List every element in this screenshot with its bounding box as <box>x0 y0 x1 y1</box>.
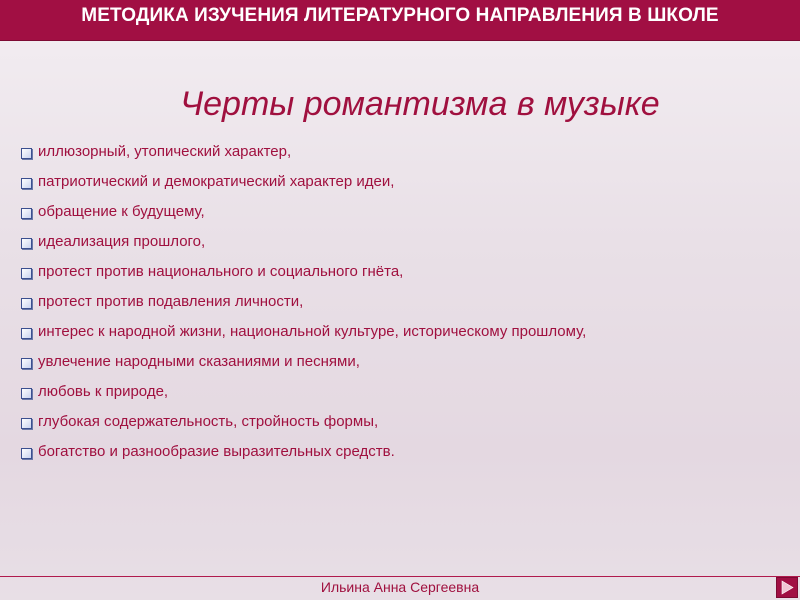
list-item-text: богатство и разнообразие выразительных средств. <box>38 443 395 460</box>
list-item-text: обращение к будущему, <box>38 203 205 220</box>
checkbox-bullet-icon <box>21 298 32 309</box>
checkbox-bullet-icon <box>21 328 32 339</box>
list-item-text: патриотический и демократический характер идеи, <box>38 173 395 190</box>
list-item <box>21 320 586 350</box>
footer-author: Ильина Анна Сергеевна <box>320 579 480 595</box>
list-item-text: идеализация прошлого, <box>38 233 206 250</box>
next-slide-button[interactable] <box>776 577 798 598</box>
header-bar <box>0 0 800 41</box>
list-item-text: интерес к народной жизни, национальной культуре, историческому прошлому, <box>38 323 587 340</box>
list-item <box>21 410 586 440</box>
checkbox-bullet-icon <box>21 178 32 189</box>
checkbox-bullet-icon <box>21 418 32 429</box>
list-item-text: протест против подавления личности, <box>38 293 304 310</box>
list-item-text: любовь к природе, <box>38 383 169 400</box>
checkbox-bullet-icon <box>21 388 32 399</box>
list-item-text: глубокая содержательность, стройность формы, <box>38 413 379 430</box>
list-item-text: иллюзорный, утопический характер, <box>38 143 292 160</box>
checkbox-bullet-icon <box>21 268 32 279</box>
slide-title: Черты романтизма в музыке <box>180 85 660 123</box>
list-item <box>21 440 586 470</box>
checkbox-bullet-icon <box>21 148 32 159</box>
list-item-text: увлечение народными сказаниями и песнями, <box>38 353 360 370</box>
list-item <box>21 230 586 260</box>
checkbox-bullet-icon <box>21 448 32 459</box>
list-item <box>21 380 586 410</box>
list-item <box>21 200 586 230</box>
checkbox-bullet-icon <box>21 208 32 219</box>
play-triangle-icon <box>777 578 797 597</box>
bullet-list <box>21 140 586 470</box>
header-title: МЕТОДИКА ИЗУЧЕНИЯ ЛИТЕРАТУРНОГО НАПРАВЛЕНИЯ В ШКОЛЕ <box>81 5 719 26</box>
list-item <box>21 290 586 320</box>
list-item <box>21 140 586 170</box>
checkbox-bullet-icon <box>21 358 32 369</box>
list-item <box>21 260 586 290</box>
list-item <box>21 350 586 380</box>
list-item <box>21 170 586 200</box>
footer-divider <box>0 576 800 577</box>
list-item-text: протест против национального и социального гнёта, <box>38 263 404 280</box>
checkbox-bullet-icon <box>21 238 32 249</box>
